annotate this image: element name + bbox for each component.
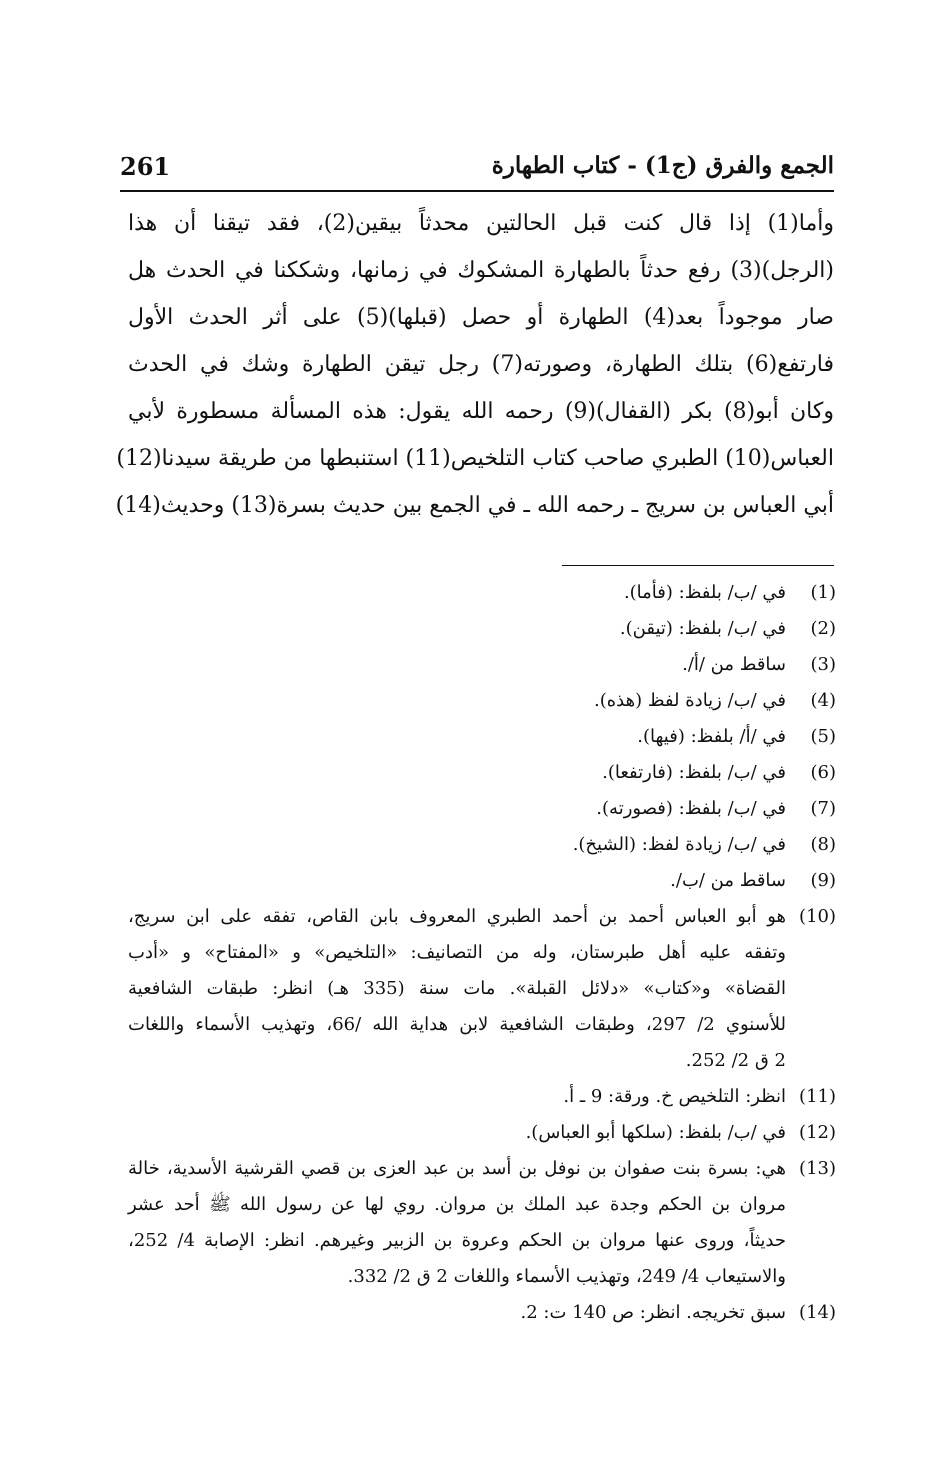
footnote-text: مروان بن الحكم وجدة عبد الملك بن مروان. روي لها عن رسول الله ﷺ أحد عشر bbox=[128, 1194, 786, 1215]
footnote-text: هو أبو العباس أحمد بن أحمد الطبري المعروف بابن القاص، تفقه على ابن سريج، bbox=[128, 906, 786, 927]
footnote-text: انظر: التلخيص خ. ورقة: 9 ـ أ. bbox=[563, 1086, 786, 1107]
footnote bbox=[128, 1295, 836, 1331]
footnote-text: في /ب/ بلفظ: (فارتفعا). bbox=[602, 762, 786, 783]
footnote-text: في /ب/ بلفظ: (تيقن). bbox=[619, 618, 786, 639]
footnote-number: (4) bbox=[810, 690, 836, 711]
footnote-separator bbox=[562, 565, 834, 566]
text-line: العباس(10) الطبري صاحب كتاب التلخيص(11) استنبطها من طريقة سيدنا(12) bbox=[116, 446, 834, 471]
footnote-text: 2 ق 2/ 252. bbox=[685, 1050, 786, 1071]
footnote bbox=[128, 719, 836, 755]
text-line: أبي العباس بن سريج ـ رحمه الله ـ في الجمع بين حديث بسرة(13) وحديث(14) bbox=[115, 493, 834, 518]
footnote bbox=[128, 1151, 836, 1295]
footnote bbox=[128, 611, 836, 647]
text-line: صار موجوداً بعد(4) الطهارة أو حصل (قبلها)(5) على أثر الحدث الأول bbox=[128, 305, 834, 330]
text-line: وكان أبو(8) بكر (القفال)(9) رحمه الله يقول: هذه المسألة مسطورة لأبي bbox=[128, 399, 834, 424]
footnote-text: في /ب/ بلفظ: (فصورته). bbox=[596, 798, 786, 819]
footnote-text: في /ب/ زيادة لفظ (هذه). bbox=[593, 690, 786, 711]
footnote bbox=[128, 575, 836, 611]
footnote-text: حديثاً، وروى عنها مروان بن الحكم وعروة بن الزبير وغيرهم. انظر: الإصابة 4/ 252، bbox=[128, 1230, 786, 1251]
footnote bbox=[128, 1079, 836, 1115]
footnote bbox=[128, 827, 836, 863]
footnote-text: القضاة» و«كتاب» «دلائل القبلة». مات سنة (335 هـ) انظر: طبقات الشافعية bbox=[128, 978, 787, 999]
footnote bbox=[128, 755, 836, 791]
text-line: فارتفع(6) بتلك الطهارة، وصورته(7) رجل تيقن الطهارة وشك في الحدث bbox=[128, 352, 834, 377]
footnote-number: (14) bbox=[799, 1302, 836, 1323]
footnote-number: (2) bbox=[810, 618, 836, 639]
footnote-text: في /ب/ زيادة لفظ: (الشيخ). bbox=[572, 834, 786, 855]
footnote-number: (3) bbox=[810, 654, 836, 675]
footnote bbox=[128, 899, 836, 1079]
footnote bbox=[128, 683, 836, 719]
footnote-text: سبق تخريجه. انظر: ص 140 ت: 2. bbox=[520, 1302, 786, 1323]
footnote-text: للأسنوي 2/ 297، وطبقات الشافعية لابن هداية الله /66، وتهذيب الأسماء واللغات bbox=[128, 1014, 786, 1035]
footnote-text: في /ب/ بلفظ: (فأما). bbox=[623, 582, 786, 603]
footnotes bbox=[128, 575, 836, 1331]
footnote-text: ساقط من /أ/. bbox=[682, 654, 786, 675]
header-rule bbox=[120, 190, 834, 192]
text-line: وأما(1) إذا قال كنت قبل الحالتين محدثاً بيقين(2)، فقد تيقنا أن هذا bbox=[128, 211, 834, 236]
footnote-number: (10) bbox=[799, 906, 836, 927]
footnote-number: (11) bbox=[799, 1086, 836, 1107]
footnote-number: (12) bbox=[799, 1122, 836, 1143]
footnote-text: ساقط من /ب/. bbox=[670, 870, 786, 891]
text-line: (الرجل)(3) رفع حدثاً بالطهارة المشكوك في زمانها، وشككنا في الحدث هل bbox=[128, 258, 834, 283]
footnote-number: (6) bbox=[810, 762, 836, 783]
footnote-text: في /ب/ بلفظ: (سلكها أبو العباس). bbox=[525, 1122, 786, 1143]
footnote-text: هي: بسرة بنت صفوان بن نوفل بن أسد بن عبد العزى بن قصي القرشية الأسدية، خالة bbox=[128, 1158, 786, 1179]
running-header: الجمع والفرق (ج1) - كتاب الطهارة bbox=[491, 152, 834, 179]
footnote bbox=[128, 863, 836, 899]
footnote bbox=[128, 1115, 836, 1151]
footnote-text: والاستيعاب 4/ 249، وتهذيب الأسماء واللغات 2 ق 2/ 332. bbox=[347, 1266, 786, 1287]
footnote bbox=[128, 791, 836, 827]
footnote-number: (5) bbox=[810, 726, 836, 747]
footnote-number: (13) bbox=[799, 1158, 836, 1179]
footnote bbox=[128, 647, 836, 683]
footnote-number: (9) bbox=[810, 870, 836, 891]
footnote-number: (1) bbox=[810, 582, 836, 603]
main-text bbox=[115, 200, 834, 529]
footnote-text: في /أ/ بلفظ: (فيها). bbox=[637, 726, 786, 747]
footnote-text: وتفقه عليه أهل طبرستان، وله من التصانيف: «التلخيص» و «المفتاح» و «أدب bbox=[128, 942, 786, 963]
footnote-number: (8) bbox=[810, 834, 836, 855]
footnote-number: (7) bbox=[810, 798, 836, 819]
page-number: 261 bbox=[120, 152, 171, 181]
